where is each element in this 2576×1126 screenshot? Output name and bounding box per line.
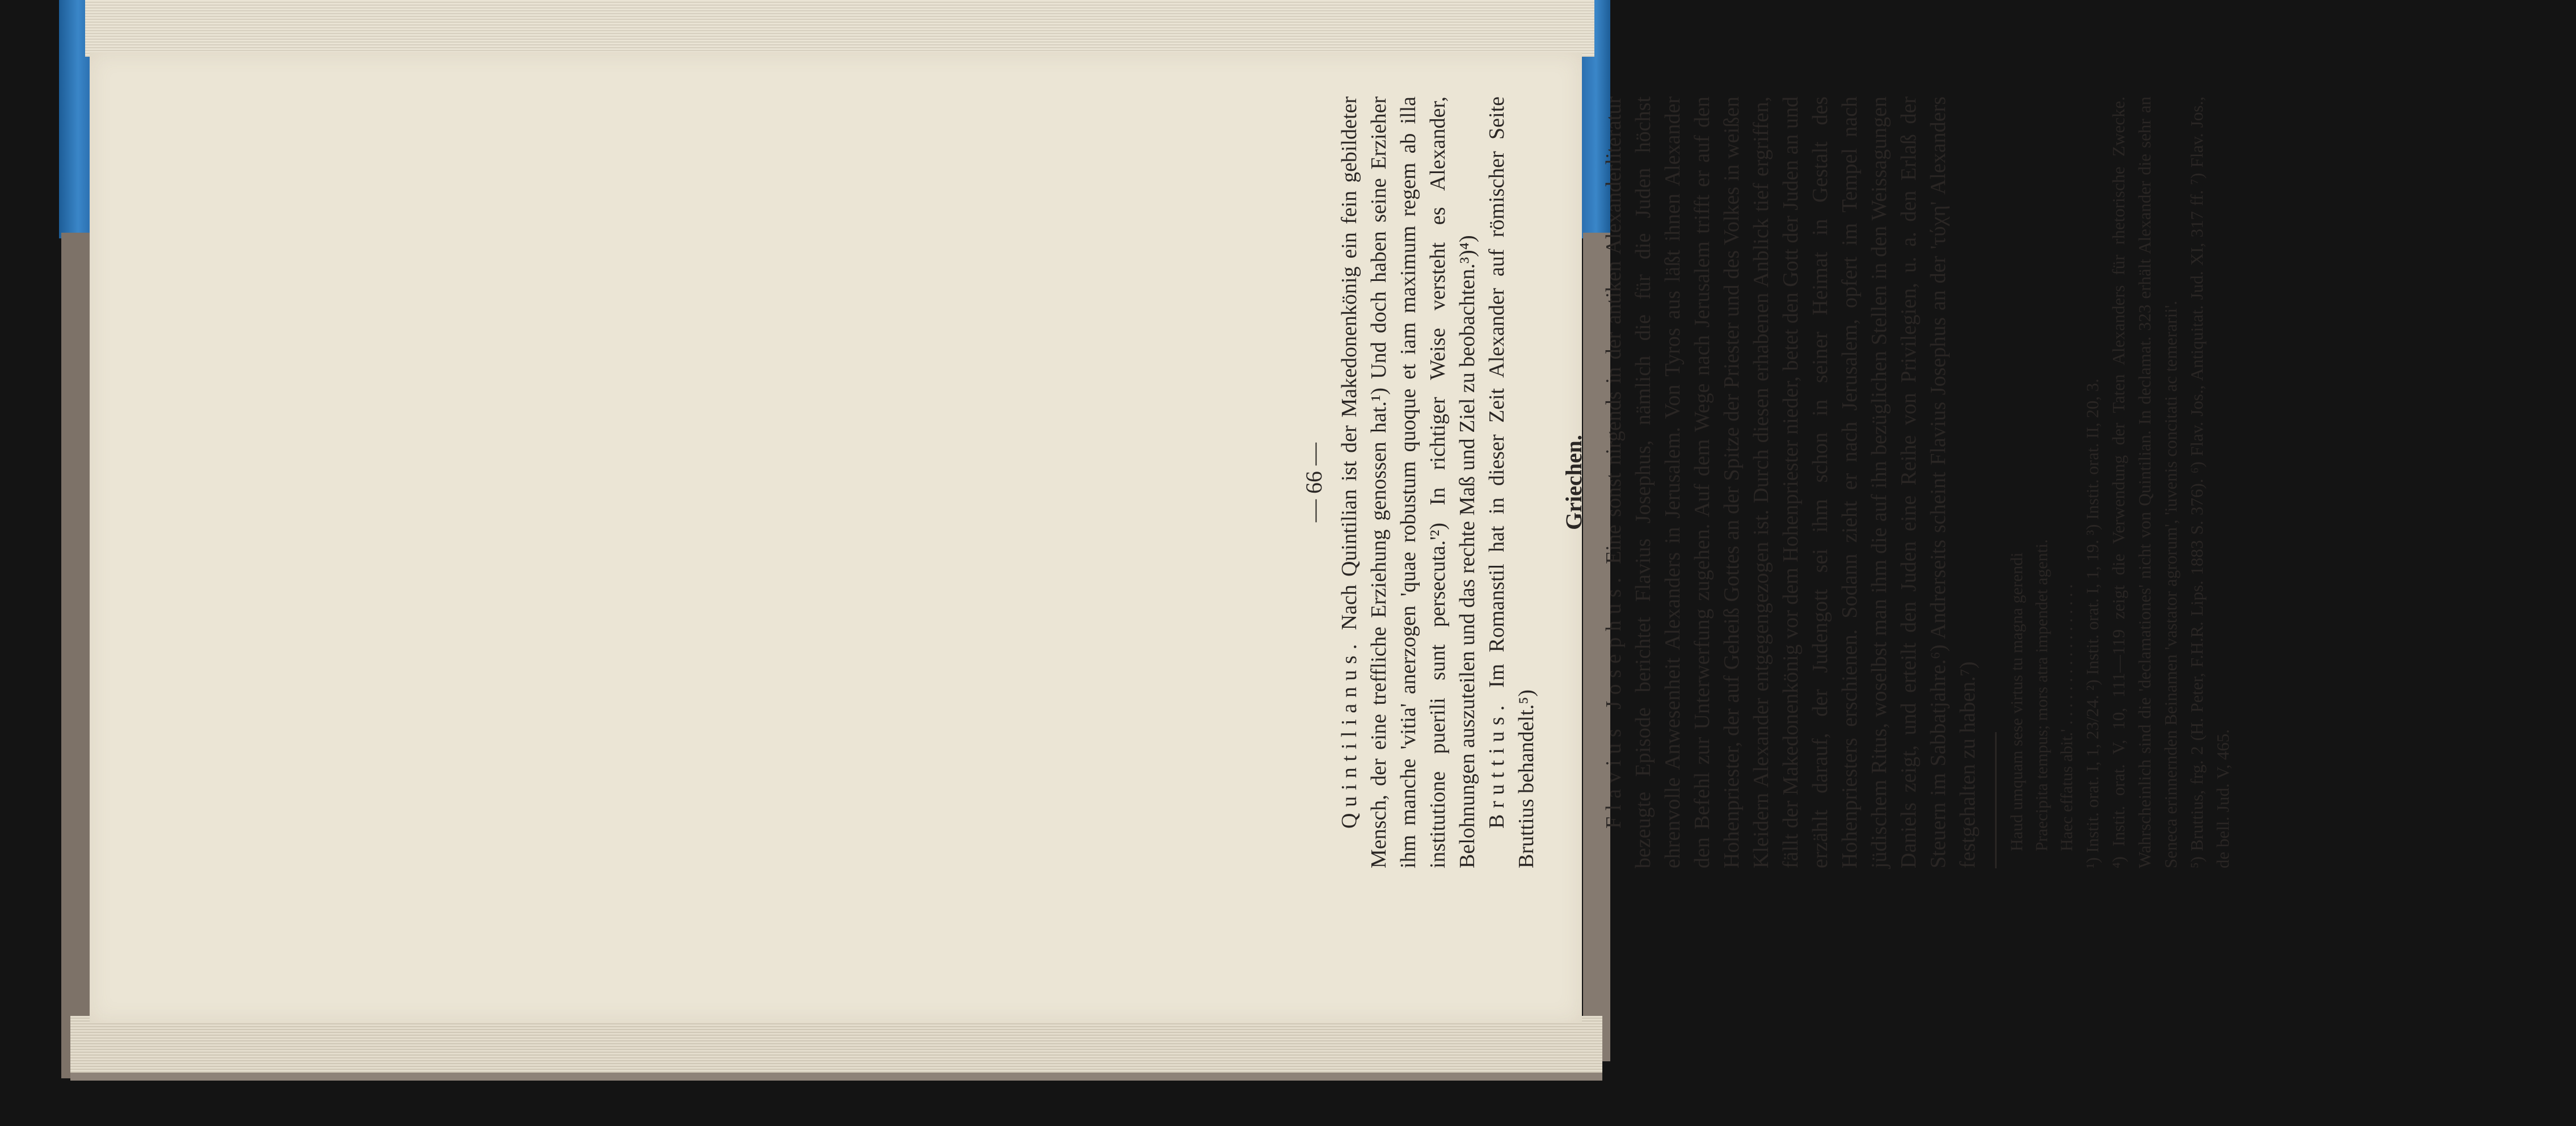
verse-line: Haud umquam sese virtus tu magna gerendi <box>2007 552 2026 851</box>
verse-line: Haec effatus abit.' . . . . . . . . . . . . . . . . . <box>2057 584 2076 851</box>
footnote-divider <box>1995 732 1997 868</box>
page-number: — 66 — <box>1301 443 1327 522</box>
footnotes <box>2080 96 2236 868</box>
footnote: ⁵) Bruttius, frg. 2 (H. Peter, F.H.R. Lips. 1883 S. 376). ⁶) Flav. Jos., Antiquitat. Jud. XI, 317 ff. ⁷) Flav. Jos., de bell. Jud. V, 465. <box>2187 96 2233 868</box>
quoted-verses <box>2005 96 2080 868</box>
paragraph-quintilian-text: Nach Quintilian ist der Makedonenkönig ein fein gebildeter Mensch, der eine treffliche Erziehung genossen hat.¹) Und doch haben seine Erzieher ihm manche 'vitia' anerzogen 'quae robustum quoque et iam maximum regem ab illa institutione puerili sunt persecuta.'²) In richtiger Weise versteht es Alexander, Belohnungen auszuteilen und das rechte Maß und Ziel zu beobachten.³)⁴) <box>1337 96 1479 868</box>
paragraph-bruttius-text: Im Romanstil hat in dieser Zeit Alexander auf römischer Seite Bruttius behandelt.⁵) <box>1485 96 1538 868</box>
footnote: ⁴) Instit. orat. V, 10, 111—119 zeigt die Verwendung der Taten Alexanders für rhetorische Zwecke. Wahrscheinlich sind die 'declamationes' nicht von Quintilian. In declamat. 323 erhält Alexander die sehr an Seneca erinnernden Beinamen 'vastator agrorum', 'iuvenis concitati ac temerarii'. <box>2108 96 2181 868</box>
paragraph-josephus-text: Eine sonst nirgends in der antiken Alexanderliteratur bezeugte Episode berichtet Flavius Josephus, nämlich die für die Juden höchst ehrenvolle Anwesenheit Alexanders in Jerusalem. Von Tyros aus läßt ihnen Alexander den Befehl zur Unterwerfung zugehen. Auf dem Wege nach Jerusalem trifft er auf den Hohenpriester, der auf Geheiß Gottes an der Spitze der Priester und des Volkes in weißen Kleidern Alexander entgegengezogen ist. Durch diesen erhabenen Anblick tief ergriffen, fällt der Makedonenkönig vor dem Hohenpriester nieder, betet den Gott der Juden an und erzählt darauf, der Judengott sei ihm schon in seiner Heimat in Gestalt des Hohenpriesters erschienen. Sodann zieht er nach Jerusalem, opfert im Tempel nach jüdischem Ritus, woselbst man ihm die auf ihn bezüglichen Stellen in den Weissagungen Daniels zeigt, und erteilt den Juden eine Reihe von Privilegien, u. a. den Erlaß der Steuern im Sabbatjahre.⁶) Andrerseits scheint Flavius Josephus an der 'τύχη' Alexanders festgehalten zu haben.⁷) <box>1602 96 1980 868</box>
page-edges-top <box>85 0 1594 57</box>
section-heading: Griechen. <box>1561 435 1586 530</box>
rotated-text-block <box>1294 96 2576 868</box>
paragraph-bruttius <box>1482 96 1541 868</box>
paragraph-josephus <box>1599 96 1982 868</box>
name-bruttius: Bruttius. <box>1485 699 1509 829</box>
name-flavius-josephus: Flavius Josephus. <box>1602 572 1626 829</box>
page-edges-bottom <box>70 1016 1602 1081</box>
footnote: ¹) Instit. orat. I, 1, 23/24. ²) Instit. orat. I, 1, 19. ³) Instit. orat. II, 20, 3. <box>2082 378 2102 868</box>
paragraph-quintilian <box>1335 96 1482 868</box>
name-quintilianus: Quintilianus. <box>1337 638 1361 829</box>
verse-line: Praecipita tempus; mors atra impendet agenti. <box>2032 539 2051 851</box>
main-text <box>1335 96 1982 868</box>
book-board-left <box>61 233 91 1078</box>
